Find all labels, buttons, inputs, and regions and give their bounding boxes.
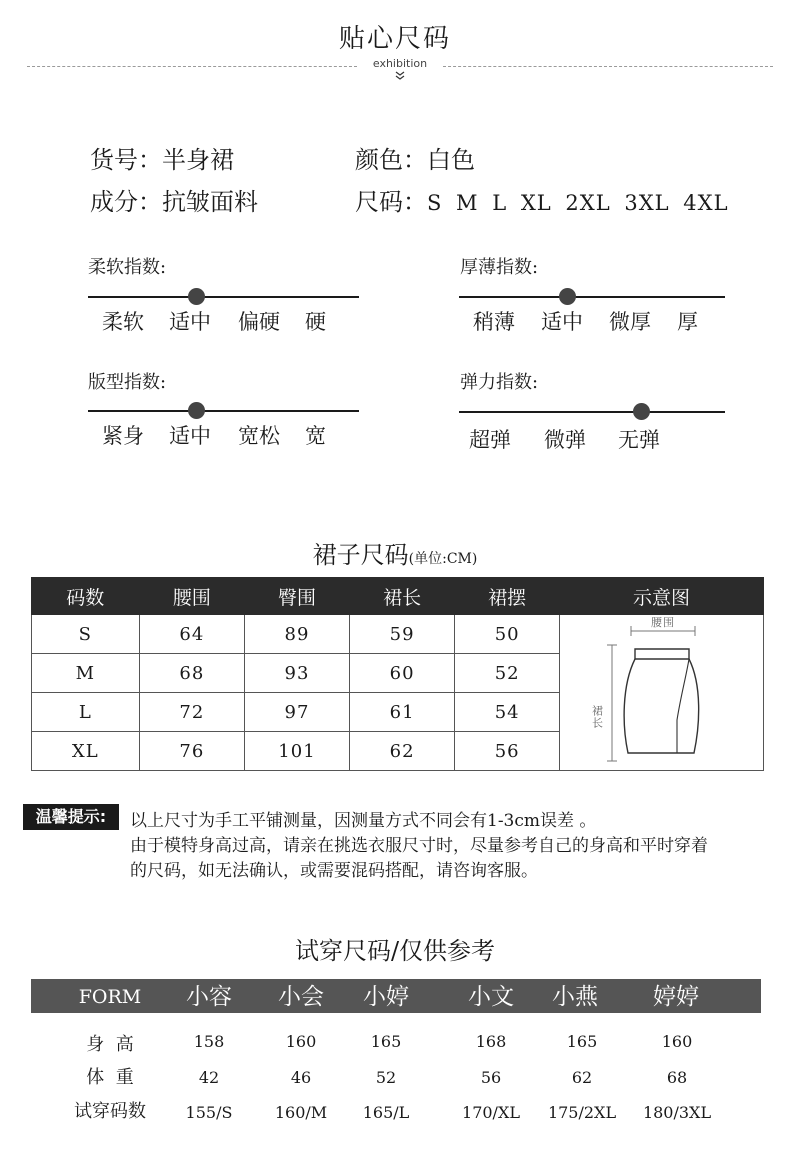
color-value: 白色: [427, 146, 475, 174]
length-cell: 59: [349, 615, 455, 654]
softness-label: 适中: [169, 310, 211, 334]
skirt-diagram-cell: [559, 615, 763, 771]
size-cell: XL: [32, 732, 140, 771]
elasticity-label: 微弹: [544, 428, 586, 452]
chevron-down-icon: [385, 70, 415, 83]
column-header: 腰围: [139, 578, 245, 615]
softness-scale-line: [88, 296, 359, 298]
tryon-row-label: 身 高: [86, 1034, 134, 1055]
fit-level-marker: [188, 402, 205, 419]
column-header: 裙长: [349, 578, 455, 615]
tryon-header-model: 小燕: [552, 984, 598, 1010]
fit-scale-line: [88, 410, 359, 412]
tryon-cell: 165: [566, 1032, 598, 1051]
material-info: [90, 182, 258, 217]
color-label: 颜色：: [355, 146, 427, 174]
skirt-size-heading: 裙子尺码: [312, 541, 409, 569]
material-label: 成分：: [90, 188, 162, 216]
softness-title: 柔软指数:: [88, 257, 167, 278]
length-cell: 61: [349, 693, 455, 732]
tryon-header-form: FORM: [78, 986, 142, 1008]
elasticity-level-marker: [633, 403, 650, 420]
thickness-label: 微厚: [609, 310, 651, 334]
tip-line: 由于模特身高过高，请亲在挑选衣服尺寸时，尽量参考自己的身高和平时穿着: [130, 836, 708, 856]
hem-cell: 54: [455, 693, 560, 732]
elasticity-title: 弹力指数:: [460, 372, 539, 393]
tryon-cell: 168: [475, 1032, 507, 1051]
size-cell: L: [32, 693, 140, 732]
tip-badge: 温馨提示:: [23, 804, 119, 830]
hip-cell: 101: [245, 732, 350, 771]
waist-label: 腰围: [650, 616, 675, 629]
tryon-header-model: 小婷: [363, 984, 409, 1010]
waist-cell: 76: [139, 732, 245, 771]
size-label: 尺码：: [355, 188, 427, 216]
tryon-cell: 56: [480, 1068, 502, 1087]
hem-cell: 50: [455, 615, 560, 654]
tryon-cell: 158: [193, 1032, 225, 1051]
table-header-row: [32, 578, 764, 615]
length-cell: 62: [349, 732, 455, 771]
color-info: [355, 140, 475, 175]
skirt-diagram: [560, 615, 763, 765]
tip-line: 以上尺寸为手工平铺测量，因测量方式不同会有1-3cm误差 。: [130, 811, 597, 831]
hip-cell: 93: [245, 654, 350, 693]
column-header: 裙摆: [455, 578, 560, 615]
tryon-header-model: 小文: [468, 984, 514, 1010]
fit-title: 版型指数:: [88, 372, 167, 393]
tryon-header-model: 小会: [278, 984, 324, 1010]
tryon-cell: 170/XL: [462, 1103, 520, 1122]
length-cell: 60: [349, 654, 455, 693]
divider-left: [27, 66, 357, 67]
tryon-cell: 46: [290, 1068, 312, 1087]
skirt-size-table: [31, 577, 764, 771]
fit-label: 紧身: [102, 424, 144, 448]
thickness-level-marker: [559, 288, 576, 305]
softness-label: 硬: [305, 310, 326, 334]
size-list: S M L XL 2XL 3XL 4XL: [427, 191, 729, 215]
tryon-cell: 175/2XL: [547, 1103, 617, 1122]
page-title: 贴心尺码: [338, 24, 451, 54]
item-value: 半身裙: [162, 146, 234, 174]
size-info: [355, 182, 729, 217]
item-number: [90, 140, 234, 175]
tryon-cell: 52: [375, 1068, 397, 1087]
waist-cell: 64: [139, 615, 245, 654]
item-label: 货号：: [90, 146, 162, 174]
thickness-label: 适中: [541, 310, 583, 334]
divider-right: [443, 66, 773, 67]
softness-label: 偏硬: [238, 310, 280, 334]
tryon-cell: 155/S: [185, 1103, 233, 1122]
elasticity-label: 超弹: [469, 428, 511, 452]
tryon-cell: 160: [661, 1032, 693, 1051]
tryon-cell: 160/M: [274, 1103, 328, 1122]
column-header: 示意图: [559, 578, 763, 615]
thickness-label: 厚: [677, 310, 698, 334]
table-row: [32, 615, 764, 654]
skirt-size-title: [0, 535, 790, 570]
elasticity-scale-line: [459, 411, 725, 413]
size-cell: M: [32, 654, 140, 693]
fit-label: 适中: [169, 424, 211, 448]
tryon-cell: 165: [370, 1032, 402, 1051]
column-header: 码数: [32, 578, 140, 615]
tryon-header-model: 小容: [186, 984, 232, 1010]
column-header: 臀围: [245, 578, 350, 615]
tryon-title: 试穿尺码/仅供参考: [294, 937, 496, 965]
fit-label: 宽松: [238, 424, 280, 448]
thickness-label: 稍薄: [473, 310, 515, 334]
fit-label: 宽: [305, 424, 326, 448]
tryon-cell: 165/L: [362, 1103, 410, 1122]
tryon-header-model: 婷婷: [653, 984, 699, 1010]
elasticity-label: 无弹: [618, 428, 660, 452]
size-cell: S: [32, 615, 140, 654]
tryon-row-label: 试穿码数: [74, 1101, 146, 1122]
tryon-cell: 62: [571, 1068, 593, 1087]
tryon-cell: 160: [285, 1032, 317, 1051]
waist-cell: 72: [139, 693, 245, 732]
hem-cell: 56: [455, 732, 560, 771]
tip-line: 的尺码，如无法确认，或需要混码搭配，请咨询客服。: [130, 861, 538, 881]
hem-cell: 52: [455, 654, 560, 693]
hip-cell: 89: [245, 615, 350, 654]
thickness-title: 厚薄指数:: [460, 257, 539, 278]
section-subtitle: exhibition: [372, 57, 428, 70]
softness-level-marker: [188, 288, 205, 305]
material-value: 抗皱面料: [162, 188, 258, 216]
length-label: 裙长: [590, 705, 604, 729]
tryon-row-label: 体 重: [86, 1067, 134, 1088]
unit-note: (单位:CM): [408, 551, 478, 567]
hip-cell: 97: [245, 693, 350, 732]
tryon-cell: 42: [198, 1068, 220, 1087]
waist-cell: 68: [139, 654, 245, 693]
tryon-cell: 68: [666, 1068, 688, 1087]
thickness-scale-line: [459, 296, 725, 298]
tryon-cell: 180/3XL: [642, 1103, 712, 1122]
softness-label: 柔软: [102, 310, 144, 334]
